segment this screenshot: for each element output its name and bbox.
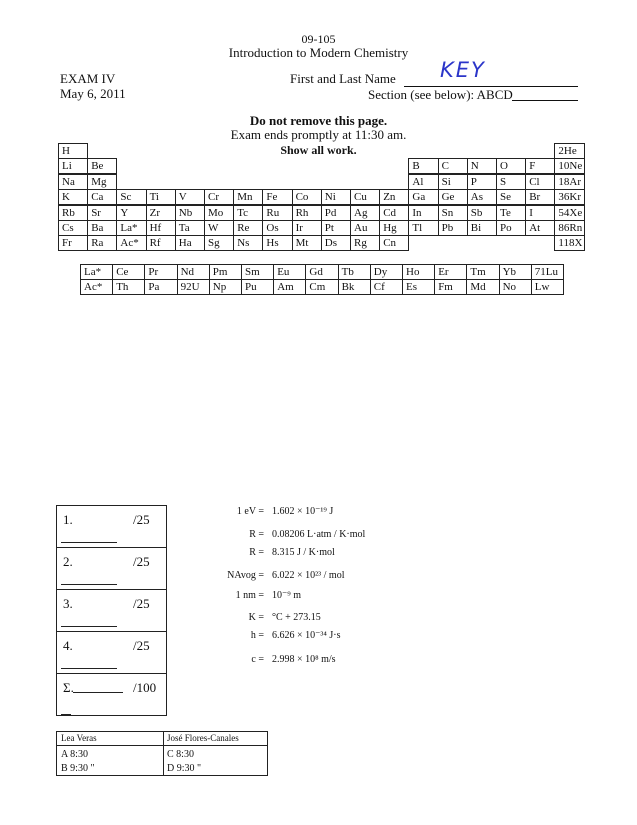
- element-cell: Ni: [321, 189, 351, 205]
- element-cell: Tc: [233, 205, 263, 221]
- element-cell: Tl: [408, 220, 438, 236]
- element-cell: Ca: [87, 189, 117, 205]
- element-cell: Pr: [144, 264, 177, 280]
- element-cell: 2He: [554, 143, 584, 159]
- element-cell: Mt: [292, 235, 322, 251]
- score-blank: [61, 626, 117, 627]
- element-cell: Cu: [350, 189, 380, 205]
- constant-value: 1.602 × 10⁻¹⁹ J: [272, 506, 334, 517]
- element-cell: Ru: [262, 205, 292, 221]
- element-cell: Mo: [204, 205, 234, 221]
- element-cell: Sr: [87, 205, 117, 221]
- score-blank: [61, 714, 71, 715]
- element-cell: Po: [496, 220, 526, 236]
- element-cell: I: [525, 205, 555, 221]
- element-cell: Hs: [262, 235, 292, 251]
- name-handwritten: KEY: [440, 58, 486, 82]
- element-cell: Cn: [379, 235, 409, 251]
- element-cell: N: [467, 158, 497, 174]
- element-cell: Ga: [408, 189, 438, 205]
- element-cell: Cd: [379, 205, 409, 221]
- element-cell: Th: [112, 279, 145, 295]
- element-cell: Bi: [467, 220, 497, 236]
- element-cell: Lw: [531, 279, 564, 295]
- element-cell: 10Ne: [554, 158, 584, 174]
- element-cell: Ho: [402, 264, 435, 280]
- score-max: /25: [133, 638, 150, 653]
- section-label: Section (see below): ABCD: [368, 87, 513, 102]
- element-cell: Cs: [58, 220, 88, 236]
- element-cell: S: [496, 174, 526, 190]
- name-label: First and Last Name: [290, 71, 396, 86]
- constant-value: 2.998 × 10⁸ m/s: [272, 654, 336, 665]
- element-cell: Ns: [233, 235, 263, 251]
- course-title: Introduction to Modern Chemistry: [228, 45, 409, 60]
- score-max: /100: [133, 680, 157, 695]
- element-cell: Pm: [209, 264, 242, 280]
- constant-symbol: 1 eV =: [236, 506, 264, 517]
- section-column-left: [57, 732, 164, 775]
- element-cell: Cl: [525, 174, 555, 190]
- element-cell: Zr: [146, 205, 176, 221]
- element-cell: Pa: [144, 279, 177, 295]
- element-cell: Fe: [262, 189, 292, 205]
- score-blank: [73, 692, 123, 693]
- constant-value: 0.08206 L·atm / K·mol: [272, 529, 366, 540]
- element-cell: Co: [292, 189, 322, 205]
- section-time: D 9:30 ": [167, 763, 202, 774]
- score-max: /25: [133, 554, 150, 569]
- element-cell: Zn: [379, 189, 409, 205]
- element-cell: Ge: [438, 189, 468, 205]
- element-cell: Be: [87, 158, 117, 174]
- element-cell: Hf: [146, 220, 176, 236]
- element-cell: Ir: [292, 220, 322, 236]
- element-cell: 54Xe: [554, 205, 584, 221]
- element-cell: Sg: [204, 235, 234, 251]
- score-max: /25: [133, 596, 150, 611]
- element-cell: Rb: [58, 205, 88, 221]
- score-box: [56, 505, 167, 716]
- element-cell: Ds: [321, 235, 351, 251]
- element-cell: Np: [209, 279, 242, 295]
- exam-date: May 6, 2011: [60, 86, 126, 101]
- section-table: [56, 731, 268, 776]
- element-cell: Sb: [467, 205, 497, 221]
- element-cell: H: [58, 143, 88, 159]
- notice-exam-end: Exam ends promptly at 11:30 am.: [230, 127, 407, 142]
- element-cell: Sc: [116, 189, 146, 205]
- element-cell: No: [499, 279, 532, 295]
- element-cell: B: [408, 158, 438, 174]
- element-cell: Te: [496, 205, 526, 221]
- element-cell: Br: [525, 189, 555, 205]
- element-cell: Sm: [241, 264, 274, 280]
- element-cell: Cr: [204, 189, 234, 205]
- element-cell: Mg: [87, 174, 117, 190]
- element-cell: Ag: [350, 205, 380, 221]
- constant-value: °C + 273.15: [272, 612, 321, 623]
- element-cell: Ra: [87, 235, 117, 251]
- element-cell: P: [467, 174, 497, 190]
- element-cell: 118X: [554, 235, 584, 251]
- element-cell: Md: [466, 279, 499, 295]
- score-blank: [61, 668, 117, 669]
- notice-show-work: Show all work.: [280, 143, 357, 157]
- element-cell: Tm: [466, 264, 499, 280]
- element-cell: V: [175, 189, 205, 205]
- element-cell: La*: [116, 220, 146, 236]
- element-cell: Cm: [305, 279, 338, 295]
- score-row-1: [57, 506, 166, 548]
- element-cell: Fm: [434, 279, 467, 295]
- element-cell: Si: [438, 174, 468, 190]
- constant-symbol: 1 nm =: [235, 590, 264, 601]
- constant-symbol: h =: [250, 630, 264, 641]
- constant-value: 6.022 × 10²³ / mol: [272, 570, 345, 581]
- element-cell: Fr: [58, 235, 88, 251]
- element-cell: Pd: [321, 205, 351, 221]
- section-time: B 9:30 ": [61, 763, 95, 774]
- element-cell: 18Ar: [554, 174, 584, 190]
- element-cell: Pu: [241, 279, 274, 295]
- element-cell: Ti: [146, 189, 176, 205]
- element-cell: Se: [496, 189, 526, 205]
- element-cell: Rh: [292, 205, 322, 221]
- constant-symbol: K =: [248, 612, 264, 623]
- element-cell: Re: [233, 220, 263, 236]
- element-cell: Pt: [321, 220, 351, 236]
- element-cell: Ta: [175, 220, 205, 236]
- element-cell: La*: [80, 264, 113, 280]
- element-cell: Ha: [175, 235, 205, 251]
- constant-symbol: c =: [251, 654, 264, 665]
- element-cell: Au: [350, 220, 380, 236]
- element-cell: Na: [58, 174, 88, 190]
- score-blank: [61, 542, 117, 543]
- exam-title: EXAM IV: [60, 71, 116, 86]
- section-time: A 8:30: [61, 749, 88, 760]
- score-label: 3.: [63, 596, 73, 611]
- element-cell: 86Rn: [554, 220, 584, 236]
- element-cell: Rf: [146, 235, 176, 251]
- element-cell: In: [408, 205, 438, 221]
- element-cell: Yb: [499, 264, 532, 280]
- ta-name: Lea Veras: [61, 733, 97, 743]
- element-cell: F: [525, 158, 555, 174]
- element-cell: Tb: [338, 264, 371, 280]
- element-cell: Os: [262, 220, 292, 236]
- score-label: 4.: [63, 638, 73, 653]
- constant-symbol: R =: [249, 529, 264, 540]
- element-cell: Gd: [305, 264, 338, 280]
- element-cell: 36Kr: [554, 189, 584, 205]
- element-cell: Ac*: [80, 279, 113, 295]
- element-cell: W: [204, 220, 234, 236]
- element-cell: Y: [116, 205, 146, 221]
- element-cell: Sn: [438, 205, 468, 221]
- course-number: 09-105: [301, 32, 336, 46]
- element-cell: 92U: [177, 279, 210, 295]
- notice-do-not-remove: Do not remove this page.: [249, 113, 388, 128]
- element-cell: Li: [58, 158, 88, 174]
- score-row-3: [57, 590, 166, 632]
- element-cell: Ac*: [116, 235, 146, 251]
- score-label: 2.: [63, 554, 73, 569]
- element-cell: Eu: [273, 264, 306, 280]
- section-column-right: [163, 732, 267, 775]
- score-row-4: [57, 632, 166, 674]
- element-cell: Mn: [233, 189, 263, 205]
- element-cell: Dy: [370, 264, 403, 280]
- element-cell: Bk: [338, 279, 371, 295]
- score-blank: [61, 584, 117, 585]
- element-cell: K: [58, 189, 88, 205]
- element-cell: Ce: [112, 264, 145, 280]
- exam-info: [60, 71, 126, 101]
- element-cell: As: [467, 189, 497, 205]
- constant-value: 8.315 J / K·mol: [272, 547, 335, 558]
- element-cell: Ba: [87, 220, 117, 236]
- constant-symbol: R =: [249, 547, 264, 558]
- element-cell: C: [438, 158, 468, 174]
- section-underline: [512, 100, 578, 101]
- element-cell: Hg: [379, 220, 409, 236]
- element-cell: Pb: [438, 220, 468, 236]
- element-cell: Al: [408, 174, 438, 190]
- constant-value: 6.626 × 10⁻³⁴ J·s: [272, 630, 341, 641]
- score-label: 1.: [63, 512, 73, 527]
- constant-symbol: NAvog =: [227, 570, 264, 581]
- element-cell: Cf: [370, 279, 403, 295]
- element-cell: O: [496, 158, 526, 174]
- element-cell: Nb: [175, 205, 205, 221]
- element-cell: Er: [434, 264, 467, 280]
- element-cell: Es: [402, 279, 435, 295]
- element-cell: Am: [273, 279, 306, 295]
- section-time: C 8:30: [167, 749, 194, 760]
- score-max: /25: [133, 512, 150, 527]
- constant-value: 10⁻⁹ m: [272, 590, 302, 601]
- score-row-total: [57, 674, 166, 716]
- element-cell: 71Lu: [531, 264, 564, 280]
- element-cell: At: [525, 220, 555, 236]
- ta-name: José Flores-Canales: [167, 733, 239, 743]
- element-cell: Nd: [177, 264, 210, 280]
- score-label: Σ.: [63, 680, 74, 695]
- score-row-2: [57, 548, 166, 590]
- element-cell: Rg: [350, 235, 380, 251]
